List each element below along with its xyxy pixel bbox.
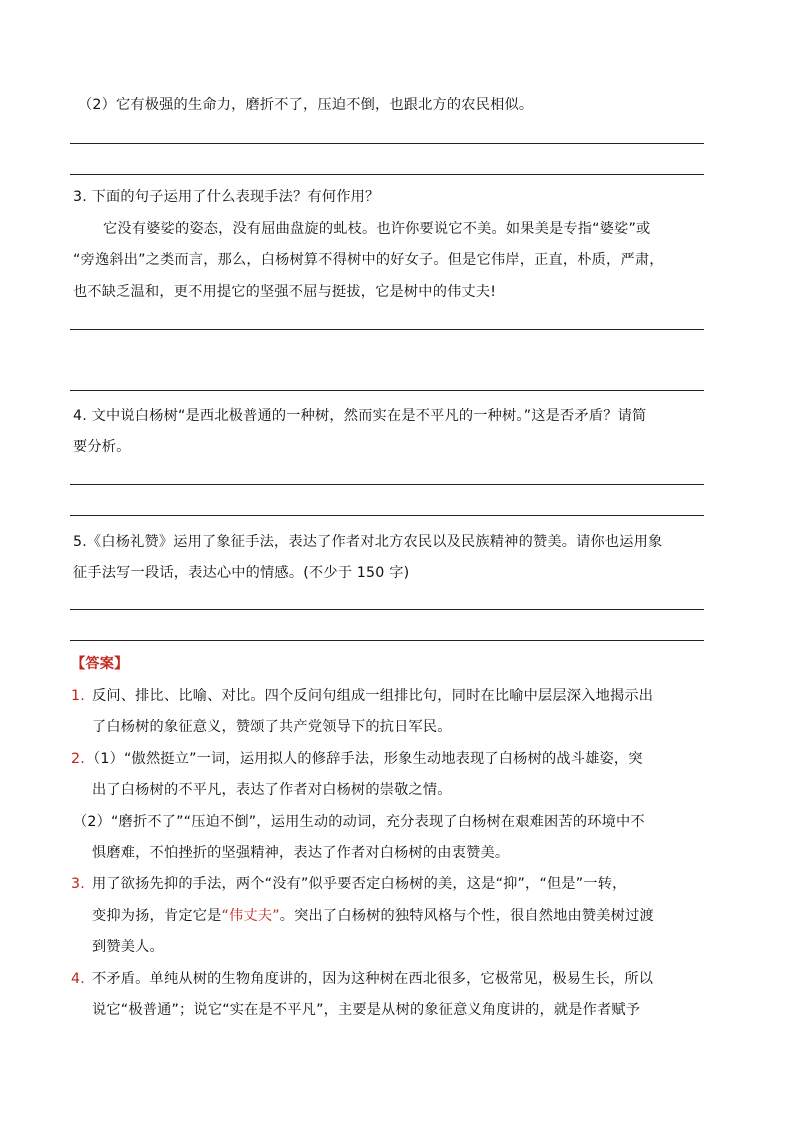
answer-1-line: 了白杨树的象征意义，赞颂了共产党领导下的抗日军民。: [92, 719, 452, 735]
answer-2-number: 2.: [71, 751, 85, 767]
answer-4-line: 说它“极普通”；说它“实在是不平凡”，主要是从树的象征意义角度讲的，就是作者赋予: [92, 1002, 641, 1018]
answer-line: [70, 143, 704, 144]
answer-3-line: 用了欲扬先抑的手法，两个“没有”似乎要否定白杨树的美，这是“抑”，“但是”一转，: [92, 876, 627, 892]
answer-3-line-2: [92, 906, 654, 926]
answer-2-line: 出了白杨树的不平凡，表达了作者对白杨树的崇敬之情。: [92, 782, 452, 798]
answer-line: [70, 329, 704, 330]
answer-line: [70, 609, 704, 610]
question-2-part-2: （2）它有极强的生命力，磨折不了，压迫不倒，也跟北方的农民相似。: [78, 97, 534, 113]
answer-3-highlight: “伟丈夫”: [221, 908, 280, 924]
answer-line: [70, 640, 704, 641]
question-4-line: 4. 文中说白杨树“是西北极普通的一种树，然而实在是不平凡的一种树。”这是否矛盾？请简: [73, 408, 647, 424]
question-5-line: 征手法写一段话，表达心中的情感。(不少于 150 字): [73, 565, 410, 581]
answer-1-number: 1.: [71, 688, 85, 704]
answer-3-number: 3.: [71, 876, 85, 892]
answer-3-text: 变抑为扬，肯定它是: [92, 908, 222, 924]
answer-line: [70, 515, 704, 516]
answer-4-line: 不矛盾。单纯从树的生物角度讲的，因为这种树在西北很多，它极常见，极易生长，所以: [92, 971, 654, 987]
answer-line: [70, 484, 704, 485]
question-3-title: 3. 下面的句子运用了什么表现手法？有何作用？: [73, 189, 380, 205]
answer-line: [70, 174, 704, 175]
answers-heading: 【答案】: [71, 656, 129, 672]
answer-4-number: 4.: [71, 971, 85, 987]
answer-2-line: （1）“傲然挺立”一词，运用拟人的修辞手法，形象生动地表现了白杨树的战斗雄姿，突: [86, 751, 643, 767]
question-3-passage-line: “旁逸斜出”之类而言，那么，白杨树算不得树中的好女子。但是它伟岸，正直，朴质，严肃，: [73, 252, 664, 268]
answer-2-part-2-line: （2）“磨折不了”“压迫不倒”，运用生动的动词，充分表现了白杨树在艰难困苦的环境中不: [73, 814, 645, 830]
answer-3-text: 。突出了白杨树的独特风格与个性，很自然地由赞美树过渡: [279, 908, 654, 924]
answer-1-line: 反问、排比、比喻、对比。四个反问句组成一组排比句，同时在比喻中层层深入地揭示出: [92, 688, 654, 704]
question-5-line: 5.《白杨礼赞》运用了象征手法，表达了作者对北方农民以及民族精神的赞美。请你也运用象: [73, 534, 663, 550]
question-3-passage-line: 它没有婆娑的姿态，没有屈曲盘旋的虬枝。也许你要说它不美。如果美是专指“婆娑”或: [103, 221, 651, 237]
question-3-passage-line: 也不缺乏温和，更不用提它的坚强不屈与挺拔，它是树中的伟丈夫!: [73, 284, 497, 300]
answer-3-line: 到赞美人。: [92, 939, 164, 955]
answer-line: [70, 390, 704, 391]
answer-2-part-2-line: 惧磨难，不怕挫折的坚强精神，表达了作者对白杨树的由衷赞美。: [92, 845, 510, 861]
question-4-line: 要分析。: [73, 439, 131, 455]
